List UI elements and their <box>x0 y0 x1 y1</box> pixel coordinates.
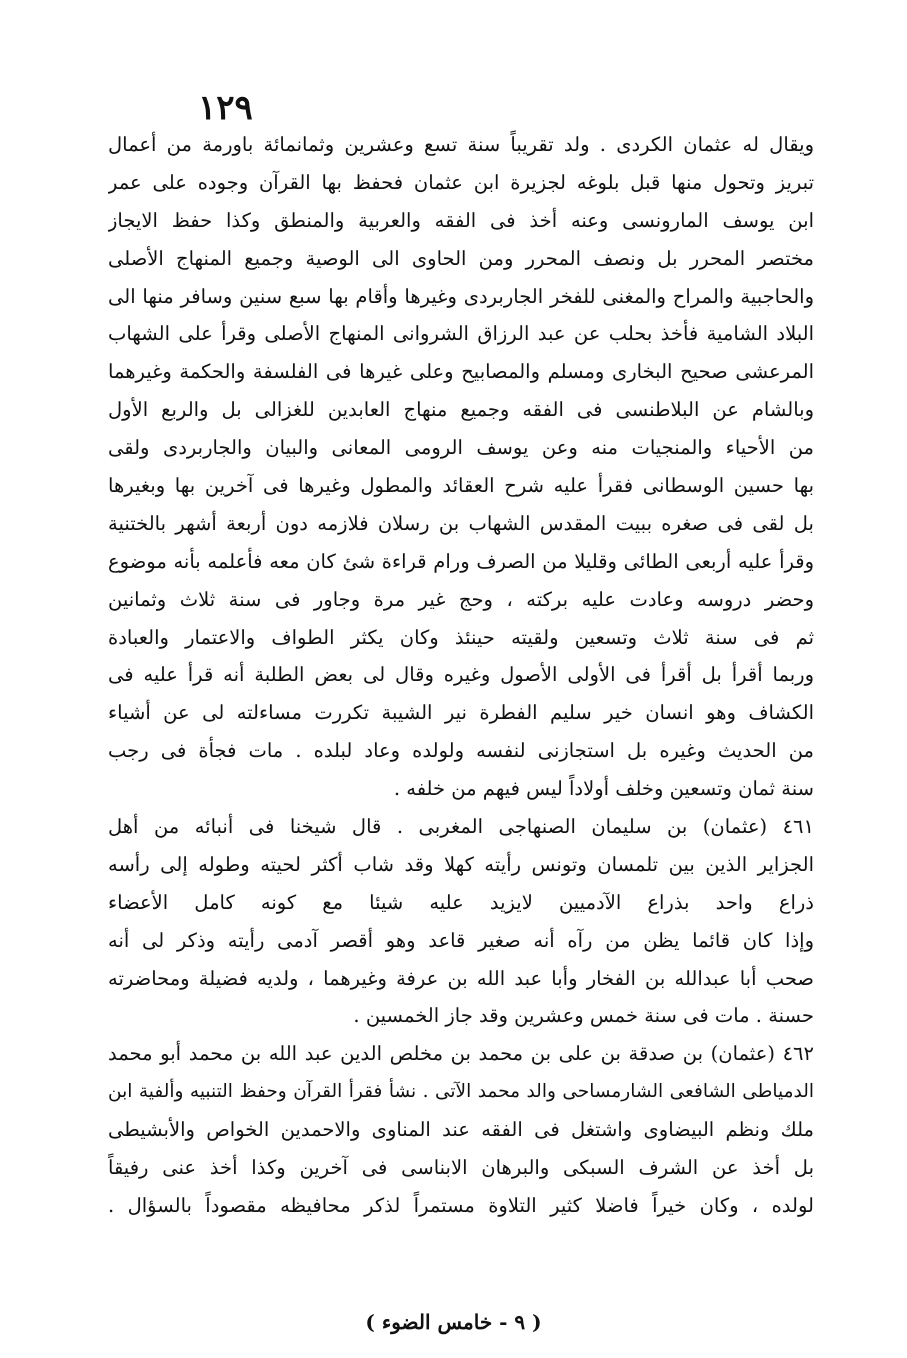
text-line: ذراع واحد بذراع الآدميين لايزيد عليه شيئا مع كونه كامل الأعضاء <box>108 890 814 914</box>
text-line: وبالشام عن البلاطنسى فى الفقه وجميع منهاج العابدين للغزالى بل والربع الأول <box>108 398 814 422</box>
entry-start-line: ٤٦١ (عثمان) بن سليمان الصنهاجى المغربى . قال شيخنا فى أنبائه من أهل <box>108 815 814 839</box>
text-line: ملك ونظم البيضاوى واشتغل فى الفقه عند المناوى والاحمدين الخواص والأبشيطى <box>108 1118 814 1142</box>
text-line: بل لقى فى صغره ببيت المقدس الشهاب بن رسلان فلازمه دون أربعة أشهر بالختنية <box>108 511 814 535</box>
signature-footer: ( ٩ - خامس الضوء ) <box>365 1310 542 1334</box>
text-line: ويقال له عثمان الكردى . ولد تقريباً سنة تسع وعشرين وثمانمائة باورمة من أعمال <box>108 133 814 156</box>
text-line: وقرأ عليه أربعى الطائى وقليلا من الصرف ورام قراءة شئ كان معه فأعلمه بأنه موضوع <box>108 549 814 573</box>
text-line: وربما أقرأ بل أقرأ فى الأولى الأصول وغيره وقال لى بعض الطلبة أنه قرأ عليه فى <box>108 663 814 687</box>
page-number: ١٢٩ <box>198 88 253 128</box>
text-line: الجزاير الذين بين تلمسان وتونس رأيته كهلا وقد شاب أكثر لحيته وطوله إلى رأسه <box>108 852 814 876</box>
text-line: لولده ، وكان خيراً فاضلا كثير التلاوة مستمراً لذكر محافيظه مقصوداً بالسؤال . <box>108 1193 814 1217</box>
body-text <box>108 126 814 1225</box>
text-line: حسنة . مات فى سنة خمس وعشرين وقد جاز الخمسين . <box>353 1004 814 1028</box>
text-line: بها حسين الوسطانى فقرأ عليه شرح العقائد والمطول وغيرها فى آخرين بها وبغيرها <box>108 474 814 498</box>
entry-start-line: ٤٦٢ (عثمان) بن صدقة بن على بن محمد بن مخلص الدين عبد الله بن محمد أبو محمد <box>108 1042 814 1066</box>
text-line: مختصر المحرر بل ونصف المحرر ومن الحاوى الى الوصية وجميع المنهاج الأصلى <box>108 246 814 270</box>
text-line: وحضر دروسه وعادت عليه بركته ، وحج غير مرة وجاور فى سنة ثلاث وثمانين <box>108 587 814 611</box>
text-line: صحب أبا عبدالله بن الفخار وأبا عبد الله بن عرفة وغيرهما ، ولديه فضيلة ومحاضرته <box>108 966 814 990</box>
text-line: الدمياطى الشافعى الشارمساحى والد محمد الآتى . نشأ فقرأ القرآن وحفظ التنبيه وألفية ابن <box>108 1081 814 1103</box>
text-line: ابن يوسف المارونسى وعنه أخذ فى الفقه والعربية والمنطق وكذا حفظ الايجاز <box>108 208 814 232</box>
text-line: المرعشى صحيح البخارى ومسلم والمصابيح وعلى غيرها فى الفلسفة والحكمة وغيرهما <box>108 360 814 384</box>
text-line: الكشاف وهو انسان خير سليم الفطرة نير الشيبة تكررت مساءلته لى عن أشياء <box>108 701 814 725</box>
text-line: من الحديث وغيره بل استجازنى لنفسه ولولده وعاد لبلده . مات فجأة فى رجب <box>108 739 814 763</box>
text-line: والحاجبية والمراح والمغنى للفخر الجاربردى وغيرها وأقام بها سبع سنين وسافر منها الى <box>108 284 814 308</box>
text-line: وإذا كان قائما يظن من رآه أنه صغير قاعد وهو أقصر آدمى رأيته وذكر لى أنه <box>108 928 814 952</box>
text-line: سنة ثمان وتسعين وخلف أولاداً ليس فيهم من خلفه . <box>393 777 814 801</box>
text-line: البلاد الشامية فأخذ بحلب عن عبد الرزاق الشروانى المنهاج الأصلى وقرأ على الشهاب <box>108 322 814 346</box>
text-line: تبريز وتحول منها قبل بلوغه لجزيرة ابن عثمان فحفظ بها القرآن وجوده على عمر <box>108 170 814 194</box>
text-line: بل أخذ عن الشرف السبكى والبرهان الابناسى فى آخرين وكذا أخذ عنى رفيقاً <box>108 1156 814 1180</box>
text-line: من الأحياء والمنجيات منه وعن يوسف الرومى المعانى والبيان والجاربردى ولقى <box>108 436 814 460</box>
text-line: ثم فى سنة ثلاث وتسعين ولقيته حينئذ وكان يكثر الطواف والاعتمار والعبادة <box>108 625 814 649</box>
